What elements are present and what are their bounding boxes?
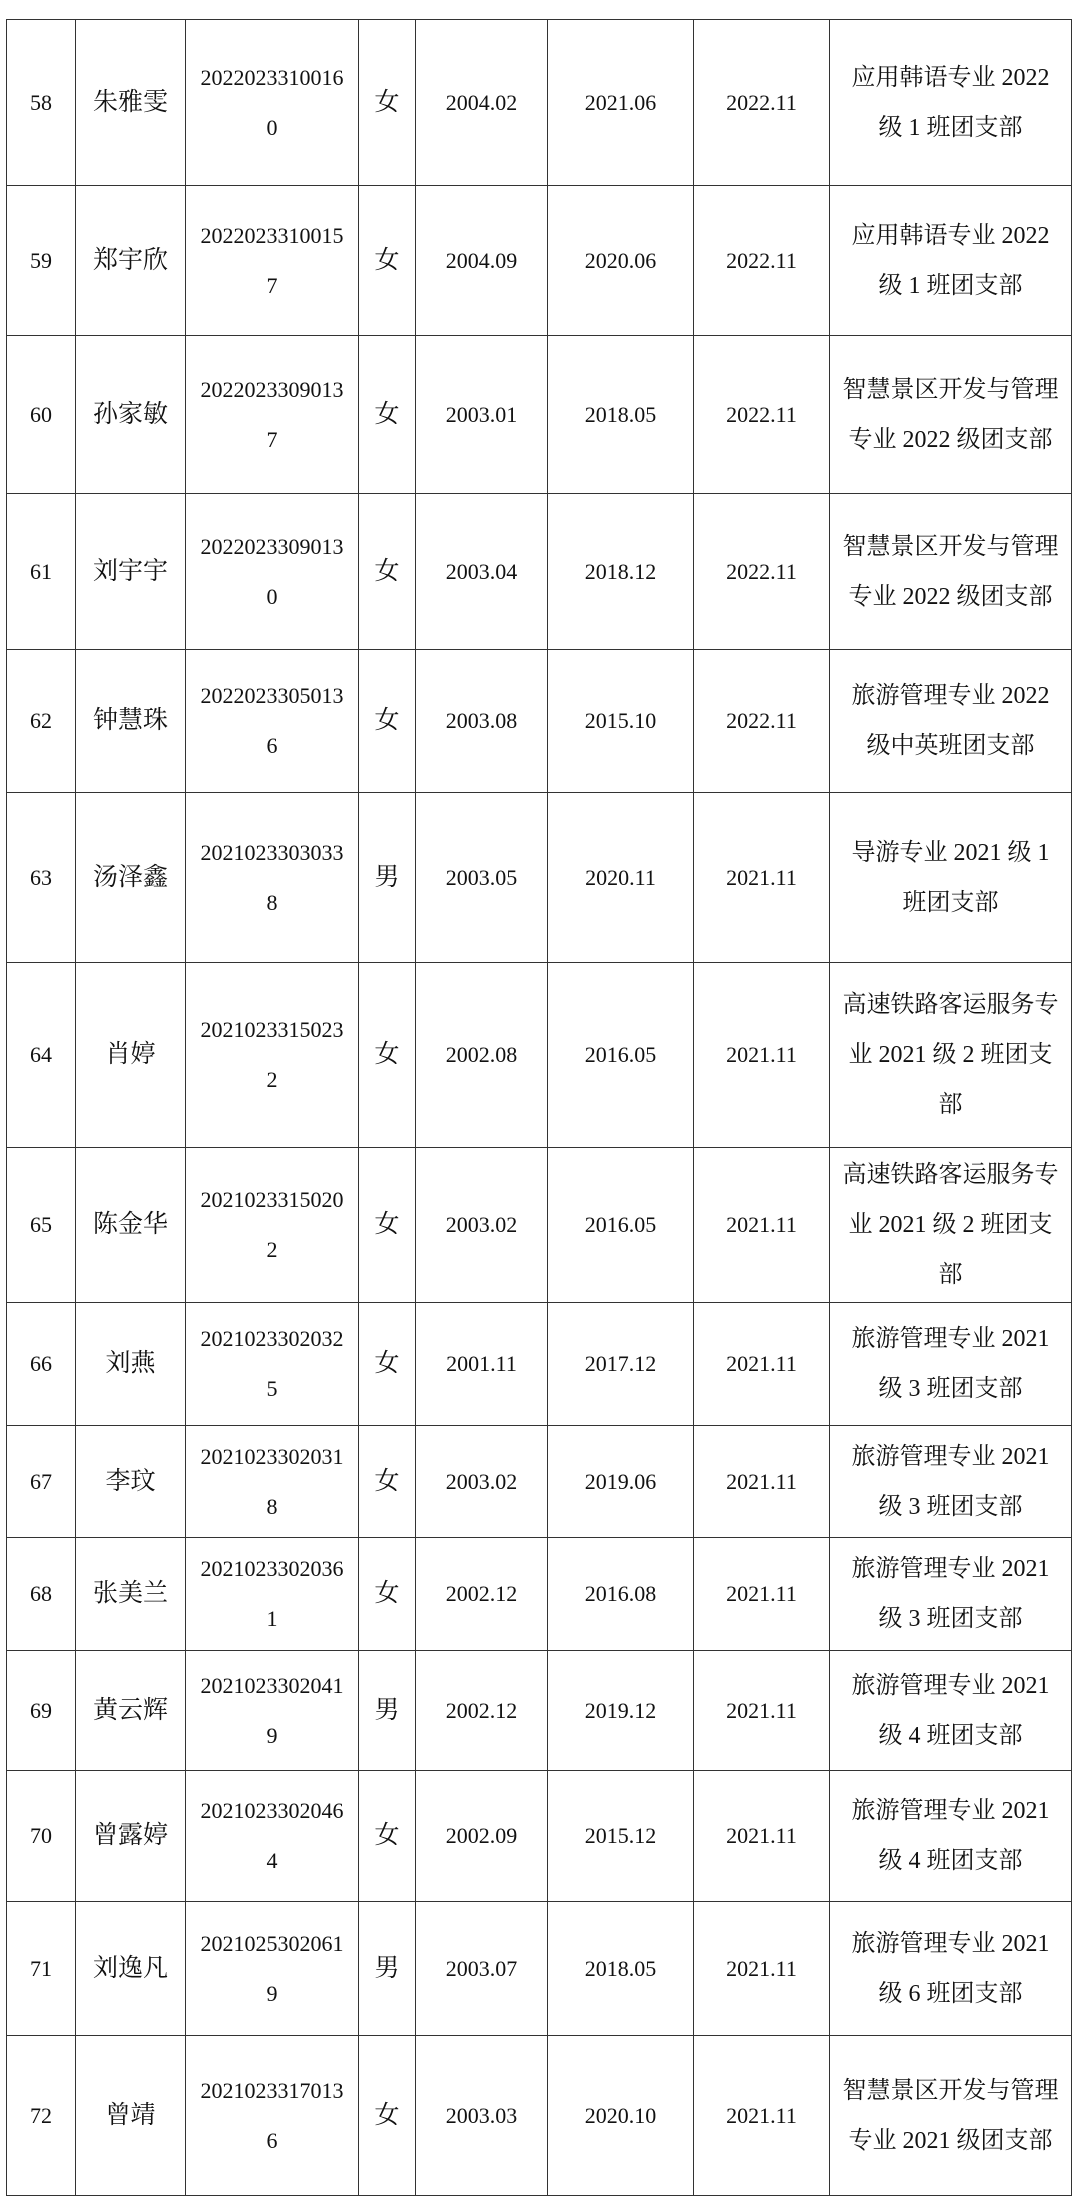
gender-cell: 男 (359, 793, 416, 963)
serial-number-cell: 66 (7, 1303, 76, 1426)
transfer-date-cell: 2021.11 (694, 1902, 830, 2036)
student-id-cell: 20210233020361 (186, 1538, 359, 1651)
join-date-cell: 2018.12 (548, 494, 694, 650)
serial-number-cell: 62 (7, 650, 76, 793)
member-name-cell: 刘宇宇 (76, 494, 186, 650)
table-row (7, 186, 1072, 336)
serial-number-cell: 68 (7, 1538, 76, 1651)
league-branch-cell: 智慧景区开发与管理专业 2022 级团支部 (830, 494, 1072, 650)
transfer-date-cell: 2021.11 (694, 1538, 830, 1651)
join-date-cell: 2016.08 (548, 1538, 694, 1651)
transfer-date-cell: 2022.11 (694, 20, 830, 186)
league-branch-cell: 旅游管理专业 2021级 3 班团支部 (830, 1426, 1072, 1538)
serial-number-cell: 72 (7, 2036, 76, 2196)
gender-cell: 女 (359, 2036, 416, 2196)
student-id-cell: 20210233150202 (186, 1148, 359, 1303)
join-date-cell: 2020.06 (548, 186, 694, 336)
league-branch-cell: 应用韩语专业 2022级 1 班团支部 (830, 20, 1072, 186)
join-date-cell: 2015.10 (548, 650, 694, 793)
birth-date-cell: 2002.12 (416, 1538, 548, 1651)
table-row (7, 336, 1072, 494)
table-row (7, 1538, 1072, 1651)
league-branch-cell: 旅游管理专业 2021级 3 班团支部 (830, 1538, 1072, 1651)
table-row (7, 650, 1072, 793)
birth-date-cell: 2003.03 (416, 2036, 548, 2196)
serial-number-cell: 69 (7, 1651, 76, 1771)
league-branch-cell: 旅游管理专业 2021级 4 班团支部 (830, 1651, 1072, 1771)
table-row (7, 1902, 1072, 2036)
birth-date-cell: 2003.01 (416, 336, 548, 494)
member-name-cell: 朱雅雯 (76, 20, 186, 186)
member-name-cell: 钟慧珠 (76, 650, 186, 793)
gender-cell: 女 (359, 186, 416, 336)
join-date-cell: 2021.06 (548, 20, 694, 186)
serial-number-cell: 67 (7, 1426, 76, 1538)
serial-number-cell: 59 (7, 186, 76, 336)
join-date-cell: 2019.06 (548, 1426, 694, 1538)
join-date-cell: 2019.12 (548, 1651, 694, 1771)
birth-date-cell: 2003.08 (416, 650, 548, 793)
serial-number-cell: 65 (7, 1148, 76, 1303)
gender-cell: 女 (359, 494, 416, 650)
gender-cell: 女 (359, 650, 416, 793)
league-branch-cell: 智慧景区开发与管理专业 2022 级团支部 (830, 336, 1072, 494)
table-row (7, 20, 1072, 186)
student-id-cell: 20210233020419 (186, 1651, 359, 1771)
birth-date-cell: 2003.05 (416, 793, 548, 963)
birth-date-cell: 2003.04 (416, 494, 548, 650)
birth-date-cell: 2002.12 (416, 1651, 548, 1771)
member-roster-table (6, 19, 1072, 2196)
birth-date-cell: 2004.09 (416, 186, 548, 336)
serial-number-cell: 63 (7, 793, 76, 963)
gender-cell: 女 (359, 336, 416, 494)
serial-number-cell: 64 (7, 963, 76, 1148)
student-id-cell: 20220233090130 (186, 494, 359, 650)
member-name-cell: 刘逸凡 (76, 1902, 186, 2036)
student-id-cell: 20220233050136 (186, 650, 359, 793)
join-date-cell: 2016.05 (548, 963, 694, 1148)
student-id-cell: 20210233020318 (186, 1426, 359, 1538)
roster-body (7, 20, 1072, 2196)
birth-date-cell: 2003.02 (416, 1148, 548, 1303)
student-id-cell: 20220233090137 (186, 336, 359, 494)
transfer-date-cell: 2021.11 (694, 963, 830, 1148)
member-name-cell: 肖婷 (76, 963, 186, 1148)
gender-cell: 女 (359, 963, 416, 1148)
student-id-cell: 20220233100157 (186, 186, 359, 336)
transfer-date-cell: 2021.11 (694, 1303, 830, 1426)
serial-number-cell: 71 (7, 1902, 76, 2036)
birth-date-cell: 2002.09 (416, 1771, 548, 1902)
join-date-cell: 2020.10 (548, 2036, 694, 2196)
table-row (7, 1651, 1072, 1771)
table-row (7, 1148, 1072, 1303)
birth-date-cell: 2003.07 (416, 1902, 548, 2036)
member-name-cell: 汤泽鑫 (76, 793, 186, 963)
league-branch-cell: 应用韩语专业 2022级 1 班团支部 (830, 186, 1072, 336)
table-row (7, 793, 1072, 963)
member-name-cell: 黄云辉 (76, 1651, 186, 1771)
join-date-cell: 2018.05 (548, 336, 694, 494)
table-row (7, 963, 1072, 1148)
transfer-date-cell: 2022.11 (694, 494, 830, 650)
serial-number-cell: 70 (7, 1771, 76, 1902)
table-row (7, 494, 1072, 650)
student-id-cell: 20210253020619 (186, 1902, 359, 2036)
join-date-cell: 2020.11 (548, 793, 694, 963)
member-name-cell: 陈金华 (76, 1148, 186, 1303)
member-name-cell: 孙家敏 (76, 336, 186, 494)
league-branch-cell: 智慧景区开发与管理专业 2021 级团支部 (830, 2036, 1072, 2196)
gender-cell: 女 (359, 1538, 416, 1651)
transfer-date-cell: 2021.11 (694, 2036, 830, 2196)
gender-cell: 男 (359, 1902, 416, 2036)
gender-cell: 女 (359, 1426, 416, 1538)
serial-number-cell: 58 (7, 20, 76, 186)
table-row (7, 1771, 1072, 1902)
transfer-date-cell: 2021.11 (694, 1771, 830, 1902)
table-row (7, 2036, 1072, 2196)
serial-number-cell: 61 (7, 494, 76, 650)
league-branch-cell: 高速铁路客运服务专业 2021 级 2 班团支部 (830, 963, 1072, 1148)
birth-date-cell: 2001.11 (416, 1303, 548, 1426)
student-id-cell: 20210233020464 (186, 1771, 359, 1902)
transfer-date-cell: 2022.11 (694, 186, 830, 336)
member-name-cell: 李玟 (76, 1426, 186, 1538)
gender-cell: 女 (359, 20, 416, 186)
student-id-cell: 20210233030338 (186, 793, 359, 963)
member-name-cell: 刘燕 (76, 1303, 186, 1426)
student-id-cell: 20210233170136 (186, 2036, 359, 2196)
join-date-cell: 2017.12 (548, 1303, 694, 1426)
league-branch-cell: 旅游管理专业 2021级 6 班团支部 (830, 1902, 1072, 2036)
gender-cell: 女 (359, 1148, 416, 1303)
birth-date-cell: 2003.02 (416, 1426, 548, 1538)
league-branch-cell: 旅游管理专业 2021级 4 班团支部 (830, 1771, 1072, 1902)
transfer-date-cell: 2021.11 (694, 793, 830, 963)
student-id-cell: 20210233020325 (186, 1303, 359, 1426)
table-row (7, 1303, 1072, 1426)
gender-cell: 男 (359, 1651, 416, 1771)
member-name-cell: 曾靖 (76, 2036, 186, 2196)
student-id-cell: 20210233150232 (186, 963, 359, 1148)
join-date-cell: 2016.05 (548, 1148, 694, 1303)
transfer-date-cell: 2022.11 (694, 336, 830, 494)
transfer-date-cell: 2021.11 (694, 1426, 830, 1538)
gender-cell: 女 (359, 1303, 416, 1426)
join-date-cell: 2018.05 (548, 1902, 694, 2036)
league-branch-cell: 旅游管理专业 2022级中英班团支部 (830, 650, 1072, 793)
member-name-cell: 张美兰 (76, 1538, 186, 1651)
league-branch-cell: 旅游管理专业 2021级 3 班团支部 (830, 1303, 1072, 1426)
transfer-date-cell: 2021.11 (694, 1148, 830, 1303)
birth-date-cell: 2004.02 (416, 20, 548, 186)
join-date-cell: 2015.12 (548, 1771, 694, 1902)
league-branch-cell: 高速铁路客运服务专业 2021 级 2 班团支部 (830, 1148, 1072, 1303)
birth-date-cell: 2002.08 (416, 963, 548, 1148)
transfer-date-cell: 2022.11 (694, 650, 830, 793)
serial-number-cell: 60 (7, 336, 76, 494)
table-row (7, 1426, 1072, 1538)
transfer-date-cell: 2021.11 (694, 1651, 830, 1771)
member-name-cell: 郑宇欣 (76, 186, 186, 336)
student-id-cell: 20220233100160 (186, 20, 359, 186)
league-branch-cell: 导游专业 2021 级 1班团支部 (830, 793, 1072, 963)
member-name-cell: 曾露婷 (76, 1771, 186, 1902)
gender-cell: 女 (359, 1771, 416, 1902)
